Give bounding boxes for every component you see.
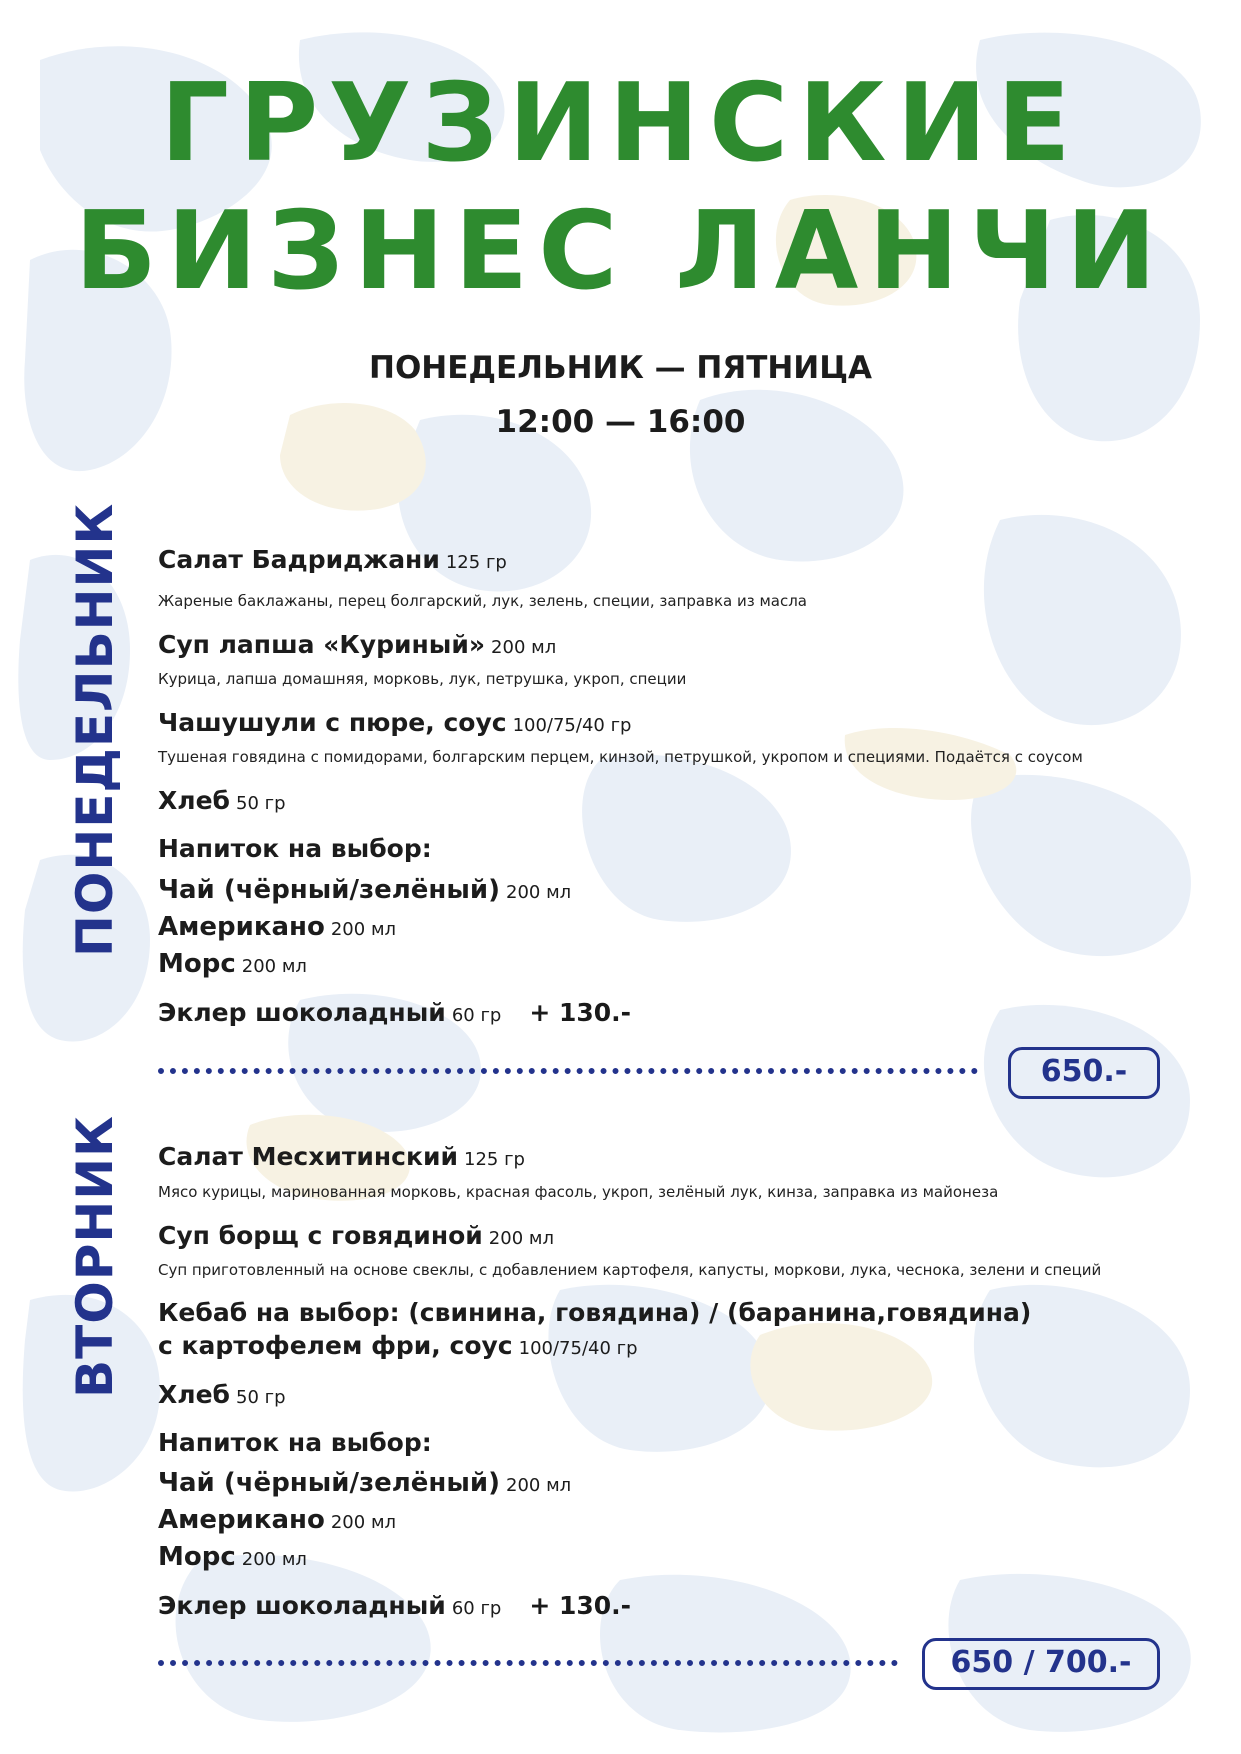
- drink-portion: 200 мл: [241, 1549, 307, 1570]
- item-portion: 100/75/40 гр: [518, 1338, 638, 1359]
- drink-name: Американо: [158, 1505, 325, 1535]
- item-name: с картофелем фри, соус: [158, 1331, 513, 1360]
- schedule-hours: 12:00 — 16:00: [495, 404, 746, 440]
- item-portion: 125 гр: [464, 1149, 525, 1170]
- title-line-1: ГРУЗИНСКИЕ: [160, 61, 1081, 186]
- item-portion: 200 мл: [491, 637, 557, 658]
- menu-item-title: [158, 1298, 1031, 1327]
- price-box-tuesday: 650 / 700.-: [922, 1638, 1160, 1690]
- drink-name: Чай (чёрный/зелёный): [158, 875, 500, 905]
- item-description: Тушеная говядина с помидорами, болгарским перцем, кинзой, петрушкой, укропом и специями. Подаётся с соусом: [158, 748, 1083, 766]
- item-portion: 100/75/40 гр: [512, 715, 632, 736]
- extra-portion: 60 гр: [451, 1005, 502, 1026]
- item-name: Салат Месхитинский: [158, 1142, 458, 1171]
- item-description: Мясо курицы, маринованная морковь, красная фасоль, укроп, зелёный лук, кинза, заправка из майонеза: [158, 1183, 999, 1201]
- item-description: Суп приготовленный на основе свеклы, с добавлением картофеля, капусты, моркови, лука, чеснока, зелени и специй: [158, 1261, 1102, 1279]
- item-name: Суп борщ с говядиной: [158, 1221, 483, 1250]
- item-portion: 125 гр: [445, 552, 507, 573]
- dotted-leader: [158, 1660, 898, 1666]
- menu-item-title: [158, 1142, 525, 1171]
- drink-name: Чай (чёрный/зелёный): [158, 1468, 500, 1498]
- item-name: Хлеб: [158, 1380, 230, 1409]
- price-box-monday: 650.-: [1008, 1047, 1160, 1099]
- drink-portion: 200 мл: [241, 956, 307, 977]
- drink-name: Морс: [158, 949, 236, 979]
- drink-portion: 200 мл: [330, 1512, 397, 1533]
- drink-name: Американо: [158, 912, 325, 942]
- menu-item-title: [158, 1380, 286, 1409]
- drink-option: [158, 1542, 307, 1572]
- drink-option: [158, 1468, 571, 1498]
- item-name: Кебаб на выбор: (свинина, говядина) / (баранина,говядина): [158, 1298, 1032, 1327]
- title-line-2: БИЗНЕС ЛАНЧИ: [74, 189, 1167, 314]
- drink-portion: 200 мл: [506, 882, 572, 903]
- drink-portion: 200 мл: [330, 919, 397, 940]
- menu-item-title: [158, 786, 286, 815]
- extra-item: [158, 1591, 631, 1620]
- item-description: Курица, лапша домашняя, морковь, лук, петрушка, укроп, специи: [158, 670, 687, 688]
- menu-item-title: [158, 630, 556, 659]
- drink-option: [158, 1505, 396, 1535]
- menu-item-title: [158, 1221, 554, 1250]
- drink-portion: 200 мл: [506, 1475, 572, 1496]
- extra-price: + 130.-: [529, 998, 632, 1027]
- extra-price: + 130.-: [529, 1591, 632, 1620]
- drink-option: [158, 949, 307, 979]
- drink-name: Морс: [158, 1542, 236, 1572]
- menu-item-title: [158, 708, 631, 737]
- menu-item-title: [158, 545, 507, 574]
- drink-option: [158, 875, 571, 905]
- item-name: Чашушули с пюре, соус: [158, 708, 507, 737]
- item-name: Хлеб: [158, 786, 230, 815]
- item-portion: 200 мл: [488, 1228, 554, 1249]
- dotted-leader: [158, 1068, 978, 1074]
- item-portion: 50 гр: [236, 1387, 286, 1408]
- item-name: Салат Бадриджани: [158, 545, 440, 574]
- item-portion: 50 гр: [236, 793, 286, 814]
- day-label-tuesday: ВТОРНИК: [66, 1115, 124, 1398]
- extra-name: Эклер шоколадный: [158, 998, 446, 1027]
- extra-item: [158, 998, 631, 1027]
- drinks-title: Напиток на выбор:: [158, 1428, 432, 1457]
- schedule-days: ПОНЕДЕЛЬНИК — ПЯТНИЦА: [369, 350, 872, 386]
- extra-name: Эклер шоколадный: [158, 1591, 446, 1620]
- item-name: Суп лапша «Куриный»: [158, 630, 486, 659]
- extra-portion: 60 гр: [451, 1598, 502, 1619]
- item-description: Жареные баклажаны, перец болгарский, лук, зелень, специи, заправка из масла: [158, 592, 807, 610]
- drinks-title: Напиток на выбор:: [158, 834, 432, 863]
- drink-option: [158, 912, 396, 942]
- menu-item-title-continued: [158, 1331, 638, 1360]
- day-label-monday: ПОНЕДЕЛЬНИК: [66, 502, 124, 957]
